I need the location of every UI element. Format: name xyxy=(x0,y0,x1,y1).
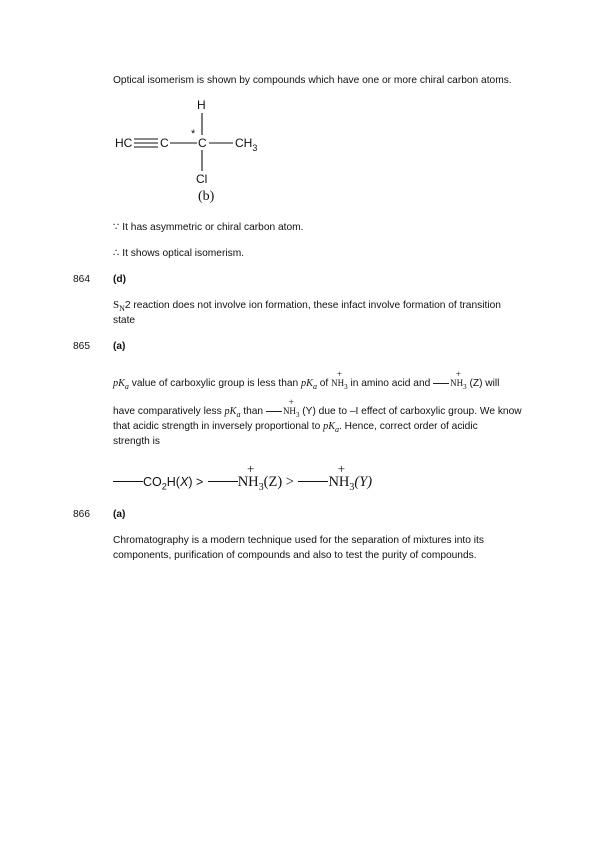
q865-line3 xyxy=(113,419,478,437)
bond-line-z xyxy=(433,383,449,384)
atom-c2: C xyxy=(198,136,207,150)
because-line: ∵ It has asymmetric or chiral carbon atom. xyxy=(113,222,304,233)
q865-number: 865 xyxy=(73,341,90,352)
sn2-n: N xyxy=(119,304,125,314)
ammonium-group-z: + $NH_3$ xyxy=(450,369,467,391)
ammonium-group-y: + $NH_3$ xyxy=(282,397,300,419)
q864-text-line2: state xyxy=(113,315,136,326)
group-ch3: $CH_3$ xyxy=(235,136,258,153)
q864-answer: (d) xyxy=(113,274,127,285)
q865-l3-a: that acidic strength in inversely proportional to xyxy=(113,421,324,432)
q866-number: 866 xyxy=(73,509,90,520)
q865-l2-a: have comparatively less xyxy=(113,406,225,417)
structure-label: (b) xyxy=(198,189,215,204)
q865-l1-c: in amino acid and xyxy=(347,378,434,389)
pka-2: $pK_a$ xyxy=(301,378,317,392)
q866-answer: (a) xyxy=(113,509,126,520)
atom-hc: HC xyxy=(115,136,133,150)
eq-bond-line-3 xyxy=(298,481,328,482)
q864-text-line1 xyxy=(113,298,501,316)
q865-line4: strength is xyxy=(113,436,160,447)
chiral-structure-diagram xyxy=(105,92,305,210)
ammonium-group-1: + $NH_3$ xyxy=(331,369,348,391)
eq-ammonium-y: + $NH_3$ xyxy=(328,461,355,493)
bond-line-y xyxy=(266,411,282,412)
q865-l3-b: . Hence, correct order of acidic xyxy=(338,421,478,432)
q865-l2-b: than xyxy=(240,406,266,417)
chiral-star: * xyxy=(191,128,196,140)
atom-c1: C xyxy=(160,136,169,150)
q866-line2: components, purification of compounds and also to test the purity of compounds. xyxy=(113,550,477,561)
q866-line1: Chromatography is a modern technique used for the separation of mixtures into its xyxy=(113,535,484,546)
eq-label-z: (Z) > xyxy=(263,474,294,490)
eq-bond-line-1 xyxy=(113,481,143,482)
pka-4: $pK_a$ xyxy=(323,421,339,435)
q865-answer: (a) xyxy=(113,341,126,352)
acidic-order-equation xyxy=(113,461,373,493)
eq-carboxyl: $CO_2H(X)$ > xyxy=(143,475,204,492)
q864-text-rest: 2 reaction does not involve ion formation, these infact involve formation of transition xyxy=(124,300,501,311)
q865-l1-d: (Z) will xyxy=(466,378,500,389)
therefore-line: ∴ It shows optical isomerism. xyxy=(113,248,245,259)
sn2-s: S xyxy=(113,299,120,311)
intro-paragraph: Optical isomerism is shown by compounds which have one or more chiral carbon atoms. xyxy=(113,75,512,86)
q865-l2-c: (Y) due to –I effect of carboxylic group. We know xyxy=(299,406,522,417)
eq-bond-line-2 xyxy=(208,481,238,482)
q865-l1-a: value of carboxylic group is less than xyxy=(128,378,302,389)
pka-1: $pK_a$ xyxy=(113,378,129,392)
eq-ammonium-z: + $NH_3$ xyxy=(237,461,264,493)
atom-cl: Cl xyxy=(196,172,208,186)
eq-label-y: (Y) xyxy=(354,474,373,490)
q864-number: 864 xyxy=(73,274,90,285)
pka-3: $pK_a$ xyxy=(224,406,241,420)
atom-h-top: H xyxy=(197,98,206,112)
q865-line1 xyxy=(113,369,500,395)
q865-l1-b: of xyxy=(316,378,332,389)
